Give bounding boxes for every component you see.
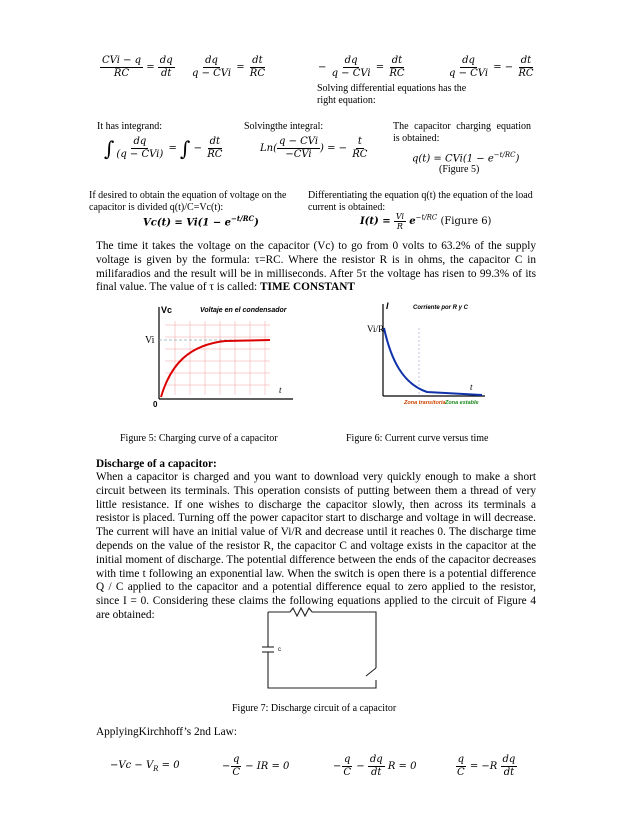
discharge-heading: Discharge of a capacitor: — [96, 458, 217, 470]
fig5-t-label: t — [279, 385, 282, 395]
bottom-equation-1: $-Vc - V_R = 0$ — [110, 760, 180, 773]
bottom-equation-4: $\frac{q}{C}$ = −R $\frac{dq}{dt}$ — [457, 754, 516, 778]
voltage-equation: $Vc(t) = Vi(1 - e^{-t/RC})$ — [143, 214, 259, 229]
current-text: Differentiating the equation q(t) the equation of the load current is obtained: — [308, 190, 533, 213]
figure-5-charging-curve — [145, 303, 295, 408]
figure-6-caption: Figure 6: Current curve versus time — [346, 433, 489, 444]
resistor — [290, 608, 312, 616]
paragraph-discharge: When a capacitor is charged and you want to download very quickly enough to make a short circuit between its terminals. This operation consists of putting between them a thread of very little resistance. If one wishes to discharge the capacitor slowly, then across its terminals a resistor is placed. Turning off the power capacitor start to discharge and voltage in will decrease. The current will have an initial value of Vi/R and decrease until it reaches 0. The discharge time depends on the value of the resistor R, the capacitor C and voltage exists in the capacitor at the initial moment of discharge. The potential difference between the ends of the capacitor decreases with time t following an exponential law. When the switch is open there is a potential difference Q / C applied to the capacitor and a potential difference equal to zero applied to the resistor, since I = 0. Considering these claims the following equations applied to the circuit of Figure 4 are obtained: — [96, 471, 536, 621]
switch — [366, 668, 376, 676]
ln-equation: Ln( $\frac{\text{q − CVi}}{\text{−CVi}}$ ) = − $\frac{t}{RC}$ — [260, 136, 368, 160]
charge-equation: $q(t) = CVi(1 - e^{-t/RC})$ — [412, 151, 520, 165]
bottom-equation-2: − $\frac{q}{C}$ − IR = 0 — [222, 754, 290, 778]
fig5-zero: 0 — [153, 400, 158, 408]
fig6-t-label: t — [470, 382, 473, 392]
fig5-y-label: Vc — [161, 305, 173, 315]
fig5-vi-label: Vi — [145, 335, 155, 346]
integrand-label: It has integrand: — [97, 121, 162, 132]
fig6-y-label: I — [386, 301, 389, 311]
capacitor-label: c — [278, 647, 281, 653]
fig6-title: Corriente por R y C — [413, 305, 469, 311]
discharge-circuit-svg — [262, 604, 382, 692]
fig6-zone2: Zona estable — [445, 400, 479, 406]
equation-1: $\frac{\text{CVi − q}}{RC}$ = $\frac{dq}{dt}$ — [102, 55, 173, 79]
figure-5-caption: Figure 5: Charging curve of a capacitor — [120, 433, 278, 444]
charging-curve-svg — [145, 303, 295, 408]
kirchhoff-label: ApplyingKirchhoff’s 2nd Law: — [96, 726, 237, 738]
solving-integral-label: Solvingthe integral: — [244, 121, 324, 132]
figure-7-caption: Figure 7: Discharge circuit of a capacitor — [232, 703, 397, 714]
voltage-text: If desired to obtain the equation of voltage on the capacitor is divided q(t)/C=Vc(t): — [89, 190, 287, 213]
charging-label: The capacitor charging equation is obtained: — [393, 121, 531, 144]
fig6-current-curve — [384, 328, 482, 395]
equation-2: $\frac{dq}{\text{q − CVi}}$ = $\frac{dt}{RC}$ — [192, 55, 265, 79]
wire-top-right — [312, 612, 376, 668]
fig5-charge-curve — [161, 340, 270, 397]
paragraph-time-constant: The time it takes the voltage on the capacitor (Vc) to go from 0 volts to 63.2% of the supply voltage is given by the formula: τ=RC. Where the resistor R is in ohms, the capacitor C in milifaradios and the result will be in milliseconds. After 5τ the voltage has risen to 99.3% of its final value. The value of τ is called: TIME CONSTANT — [96, 240, 536, 294]
fig5-grid — [165, 321, 270, 395]
fig6-zone1: Zona transitoria — [404, 400, 446, 406]
equation-4: $\frac{dq}{\text{q − CVi}}$ = − $\frac{dt}{RC}$ — [449, 55, 534, 79]
figure5-ref: (Figure 5) — [439, 164, 480, 175]
wire-bottom — [268, 652, 376, 688]
figure-7-discharge-circuit — [262, 604, 382, 692]
fig6-vir-label: Vi/R — [367, 324, 384, 334]
equation-3: − $\frac{dq}{\text{q − CVi}}$ = $\frac{dt}{RC}$ — [318, 55, 405, 79]
current-equation: I(t) = $\frac{Vi}{R}$ $e^{-t/RC}$ (Figure 6) — [360, 212, 492, 231]
figure-6-current-curve — [367, 300, 487, 412]
solving-text: Solving differential equations has the right equation: — [317, 83, 467, 106]
bottom-equation-3: − $\frac{q}{C}$ − $\frac{dq}{dt}$ R = 0 — [333, 754, 417, 778]
current-curve-svg — [367, 300, 487, 412]
fig5-title: Voltaje en el condensador — [200, 307, 287, 314]
integral-equation: ∫ $\frac{dq}{\text{(q − CVi)}}$ = ∫ − $\frac{dt}{RC}$ — [104, 136, 223, 161]
